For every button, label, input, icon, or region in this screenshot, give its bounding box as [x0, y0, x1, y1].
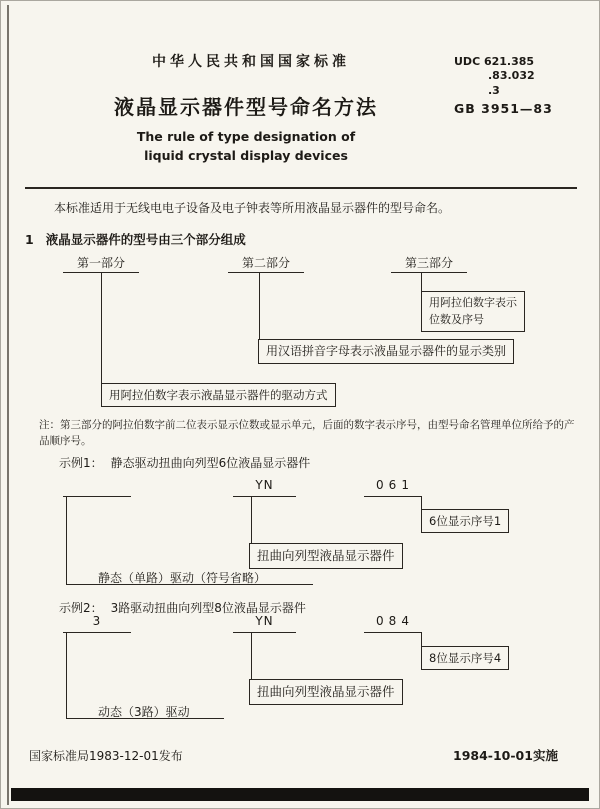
- udc-line-1: UDC 621.385: [454, 55, 535, 68]
- example2-connector-right: [421, 632, 422, 646]
- example1-heading: [59, 454, 310, 471]
- part3-connector: [421, 272, 422, 291]
- scope-paragraph: 本标准适用于无线电电子设备及电子钟表等所用液晶显示器件的型号命名。: [54, 201, 451, 215]
- example1-code-right: 061: [376, 478, 414, 492]
- header-divider: [25, 187, 577, 189]
- example2-code-mid: YN: [255, 614, 274, 628]
- example2-code-left: 3: [92, 614, 102, 628]
- part-label-2: 第二部分: [241, 256, 290, 270]
- example2-underline-mid: [233, 632, 296, 633]
- subtitle-line-1: The rule of type designation of: [136, 129, 356, 144]
- example2-underline-left: [63, 632, 131, 633]
- udc-classification: [454, 55, 579, 98]
- example2-connector-mid: [251, 632, 252, 679]
- example1-connector-right: [421, 496, 422, 509]
- example1-title: 静态驱动扭曲向列型6位液晶显示器件: [110, 456, 311, 470]
- footer-issued: 国家标准局1983-12-01发布: [29, 749, 183, 763]
- example1-label: 示例1：: [59, 456, 103, 470]
- standard-org-title: 中华人民共和国国家标准: [152, 54, 350, 70]
- subtitle-line-2: liquid crystal display devices: [144, 147, 348, 163]
- document-subtitle-en: [96, 128, 396, 166]
- part-label-3: 第三部分: [404, 256, 453, 270]
- example1-underline-right: [364, 496, 421, 497]
- part1-connector: [101, 272, 102, 383]
- example2-connector-left: [66, 632, 67, 718]
- example1-box-mid: 扭曲向列型液晶显示器件: [249, 543, 403, 569]
- example2-label: 示例2：: [59, 601, 103, 615]
- section-1-heading: [25, 230, 246, 248]
- udc-line-3: .3: [488, 83, 500, 97]
- part-label-1: 第一部分: [76, 256, 125, 270]
- scan-edge-left: [7, 5, 9, 805]
- example2-box-right: 8位显示序号4: [421, 646, 509, 670]
- part3-description-box: 用阿拉伯数字表示位数及序号: [421, 291, 525, 332]
- example1-box-right: 6位显示序号1: [421, 509, 509, 533]
- bottom-scan-bar: [11, 788, 589, 801]
- example1-code-mid: YN: [255, 478, 274, 492]
- note-text: 注：第三部分的阿拉伯数字前二位表示显示位数或显示单元，后面的数字表示序号，由型号命名管理单位所给予的产品顺序号。: [39, 419, 575, 448]
- example1-connector-left: [66, 496, 67, 584]
- part2-description-box: 用汉语拼音字母表示液晶显示器件的显示类别: [258, 339, 514, 364]
- section-1-number: 1: [25, 232, 34, 247]
- part2-connector: [259, 272, 260, 339]
- example1-connector-mid: [251, 496, 252, 543]
- example2-code-right: 084: [376, 614, 414, 628]
- example1-caption: 静态（单路）驱动（符号省略）: [98, 571, 267, 585]
- standard-number: GB 3951—83: [454, 101, 553, 116]
- udc-line-2: .83.032: [488, 69, 535, 83]
- example1-underline-left: [63, 496, 131, 497]
- example2-title: 3路驱动扭曲向列型8位液晶显示器件: [110, 601, 306, 615]
- footer-effective: 1984-10-01实施: [453, 748, 558, 763]
- example2-caption: 动态（3路）驱动: [98, 705, 190, 719]
- example1-underline-mid: [233, 496, 296, 497]
- part2-underline: [228, 272, 304, 273]
- example2-box-mid: 扭曲向列型液晶显示器件: [249, 679, 403, 705]
- part1-description-box: 用阿拉伯数字表示液晶显示器件的驱动方式: [101, 383, 336, 407]
- part3-underline: [391, 272, 467, 273]
- document-title: 液晶显示器件型号命名方法: [114, 95, 378, 119]
- example2-underline-right: [364, 632, 421, 633]
- section-1-heading-text: 液晶显示器件的型号由三个部分组成: [45, 232, 246, 247]
